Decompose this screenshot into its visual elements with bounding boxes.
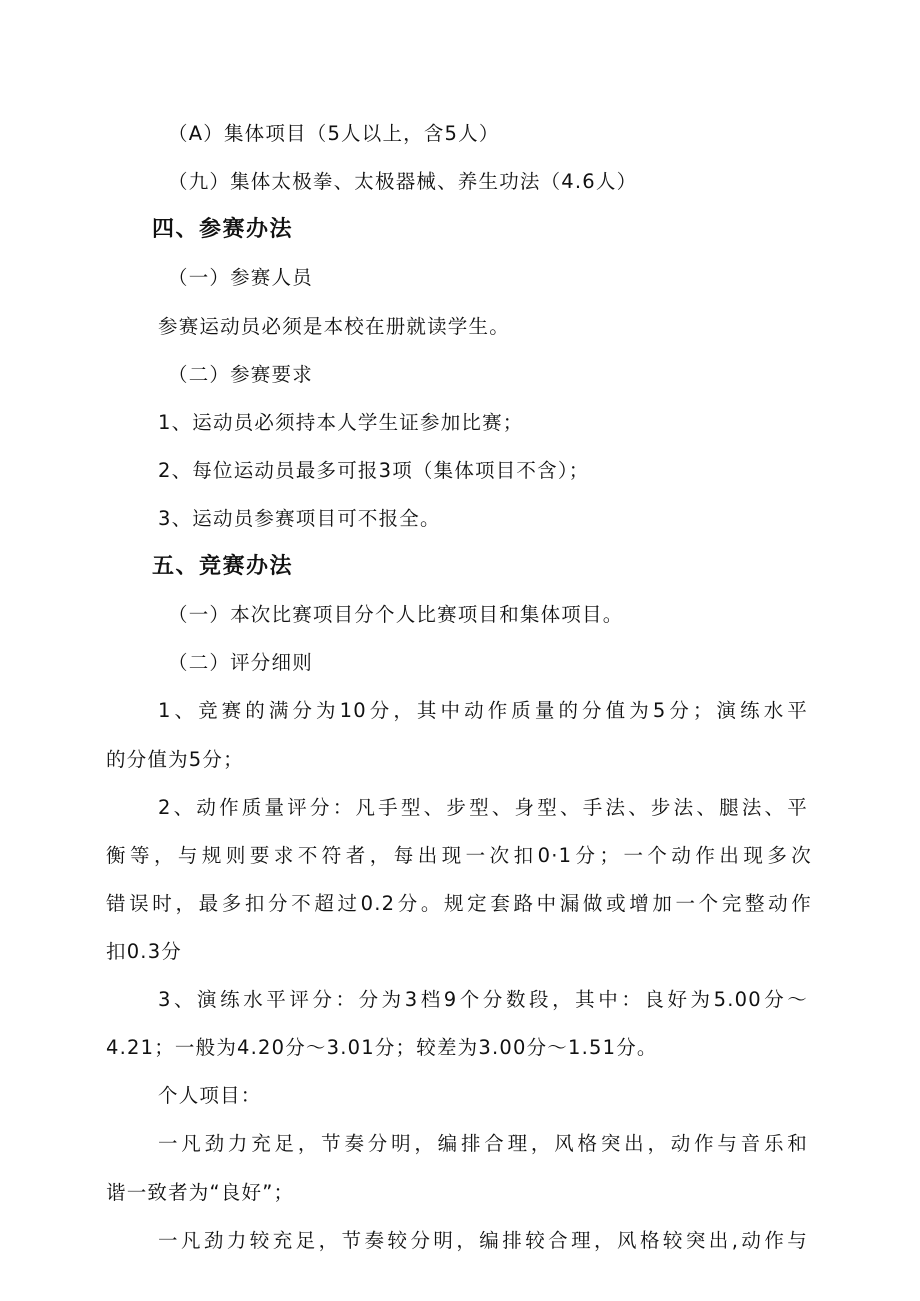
scoring-rule-2-line-2: 衡等，与规则要求不符者，每出现一次扣0·1分；一个动作出现多次 <box>106 844 812 867</box>
scoring-rule-3-line-2: 4.21；一般为4.20分～3.01分；较差为3.00分～1.51分。 <box>106 1036 658 1059</box>
section-heading-participation: 四、参赛办法 <box>152 217 294 242</box>
scoring-rule-2-line-1: 2、动作质量评分：凡手型、步型、身型、手法、步法、腿法、平 <box>158 796 808 819</box>
scoring-rule-3-line-1: 3、演练水平评分：分为3档9个分数段，其中：良好为5.00分～ <box>158 988 808 1011</box>
requirement-1: 1、运动员必须持本人学生证参加比赛； <box>158 411 524 434</box>
item-a-collective: （A）集体项目（5人以上，含5人） <box>168 122 500 145</box>
requirement-3: 3、运动员参赛项目可不报全。 <box>158 507 441 530</box>
subheading-scoring: （二）评分细则 <box>168 651 313 674</box>
criteria-good-line-2: 谐一致者为“良好”； <box>106 1181 295 1204</box>
section-heading-competition: 五、竞赛办法 <box>152 554 294 579</box>
scoring-rule-2-line-4: 扣0.3分 <box>106 940 183 963</box>
item-nine-taiji: （九）集体太极拳、太极器械、养生功法（4.6人） <box>168 170 638 193</box>
paragraph-eligibility: 参赛运动员必须是本校在册就读学生。 <box>158 315 510 338</box>
requirement-2: 2、每位运动员最多可报3项（集体项目不含）； <box>158 459 590 482</box>
subheading-individual-events: 个人项目： <box>158 1084 262 1107</box>
scoring-rule-1-line-2: 的分值为5分； <box>106 748 244 771</box>
subheading-requirements: （二）参赛要求 <box>168 363 313 386</box>
subheading-participants: （一）参赛人员 <box>168 266 313 289</box>
scoring-rule-2-line-3: 错误时，最多扣分不超过0.2分。规定套路中漏做或增加一个完整动作 <box>106 892 812 915</box>
criteria-good-line-1: 一凡劲力充足，节奏分明，编排合理，风格突出，动作与音乐和 <box>158 1132 808 1155</box>
scoring-rule-1-line-1: 1、竞赛的满分为10分，其中动作质量的分值为5分；演练水平 <box>158 699 808 722</box>
criteria-average-line-1: 一凡劲力较充足，节奏较分明，编排较合理，风格较突出,动作与 <box>158 1229 808 1252</box>
paragraph-event-types: （一）本次比赛项目分个人比赛项目和集体项目。 <box>168 603 624 626</box>
